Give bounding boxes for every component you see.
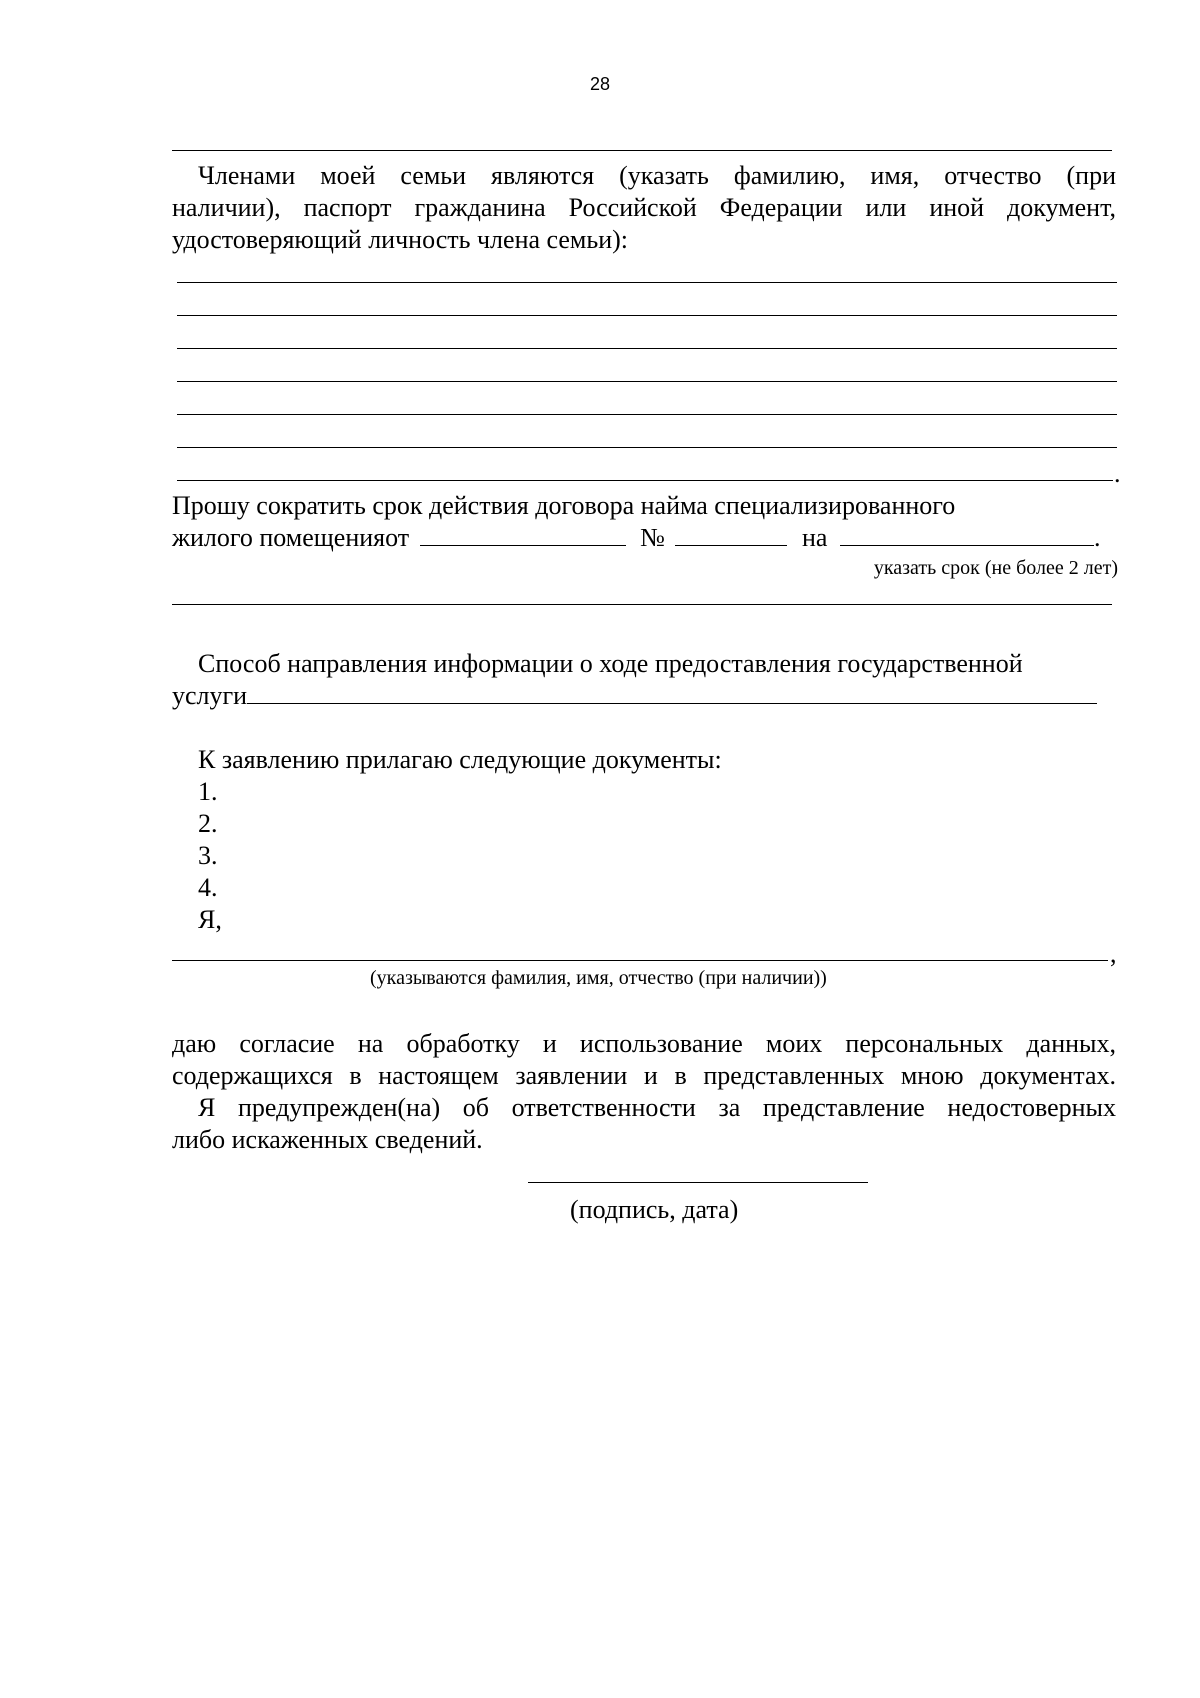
date-blank[interactable]	[420, 523, 626, 546]
document-item: 4.	[198, 873, 218, 902]
full-name-blank-line[interactable]	[172, 960, 1108, 961]
family-end-punct: .	[1114, 459, 1121, 488]
family-blank-line[interactable]	[177, 447, 1117, 448]
request-line-2-prefix: жилого помещенияот	[172, 523, 410, 552]
request-text-line-2	[172, 522, 1100, 554]
na-word: на	[801, 523, 828, 552]
family-text-line-2: наличии), паспорт гражданина Российской Федерации или иной документ,	[172, 193, 1116, 222]
term-blank[interactable]	[840, 523, 1094, 546]
document-item: 3.	[198, 841, 218, 870]
family-blank-line[interactable]	[177, 315, 1117, 316]
family-text-line-3: удостоверяющий личность члена семьи):	[172, 225, 629, 254]
family-blank-line[interactable]	[177, 282, 1117, 283]
warning-text-line-1: Я предупрежден(на) об ответственности за представление недостоверных	[198, 1093, 1116, 1122]
term-hint: указать срок (не более 2 лет)	[873, 557, 1118, 579]
name-line-comma: ,	[1110, 939, 1117, 968]
warning-text-line-2: либо искаженных сведений.	[172, 1125, 483, 1154]
family-blank-line[interactable]	[177, 381, 1117, 382]
family-blank-line[interactable]	[177, 348, 1117, 349]
top-blank-line[interactable]	[172, 150, 1112, 151]
request-blank-line[interactable]	[172, 604, 1112, 605]
info-text-line-2	[172, 680, 1097, 712]
request-text-line-1: Прошу сократить срок действия договора найма специализированного	[172, 491, 956, 520]
request-end-punct: .	[1093, 523, 1101, 552]
info-text-line-1: Способ направления информации о ходе предоставления государственной	[198, 649, 1023, 678]
consent-text-line-1: даю согласие на обработку и использование моих персональных данных,	[172, 1029, 1116, 1058]
info-method-blank[interactable]	[247, 681, 1097, 704]
family-text-line-1: Членами моей семьи являются (указать фамилию, имя, отчество (при	[198, 161, 1116, 190]
number-sign: №	[640, 523, 665, 552]
document-item: 2.	[198, 809, 218, 838]
documents-heading: К заявлению прилагаю следующие документы:	[198, 745, 722, 774]
signature-label: (подпись, дата)	[570, 1195, 739, 1224]
name-hint: (указываются фамилия, имя, отчество (при наличии))	[370, 967, 827, 989]
signature-blank-line[interactable]	[528, 1182, 868, 1183]
ya-word: Я,	[198, 905, 222, 934]
document-item: 1.	[198, 777, 218, 806]
family-blank-line[interactable]	[177, 480, 1113, 481]
consent-text-line-2: содержащихся в настоящем заявлении и в представленных мною документах.	[172, 1061, 1116, 1090]
page-number: 28	[589, 74, 611, 94]
family-blank-line[interactable]	[177, 414, 1117, 415]
contract-number-blank[interactable]	[675, 523, 787, 546]
info-line-2-prefix: услуги	[172, 681, 248, 710]
